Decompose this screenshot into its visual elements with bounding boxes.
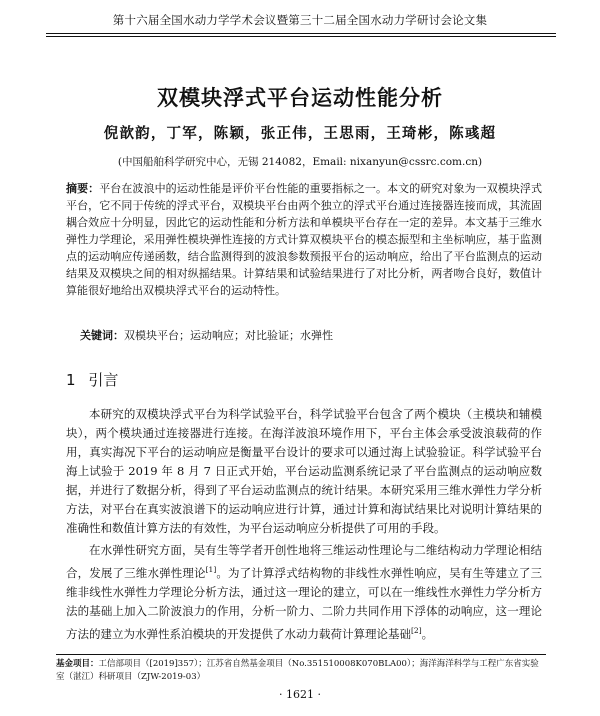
keywords-text: 双模块平台；运动响应；对比验证；水弹性 bbox=[124, 329, 333, 342]
paragraph-2-text-b: 。为了计算浮式结构物的非线性水弹性响应，吴有生等建立了三维非线性水弹性力学理论分析方法，通过这一理论的建立，可以在一维线性水弹性力学分析方法的基础上加入二阶波浪力的作用，分析一阶力、二阶力共同作用下浮体的动响应，这一理论方法的建立为水弹性系泊模块的开发提供了水动力载荷计算理论基础 bbox=[66, 565, 543, 641]
footnote-label: 基金项目： bbox=[56, 659, 99, 669]
author-list: 倪歆韵，丁军，陈颖，张正伟，王思雨，王琦彬，陈彧超 bbox=[103, 125, 497, 142]
keywords-label: 关键词： bbox=[80, 329, 124, 342]
keywords bbox=[80, 327, 542, 343]
section-number: 1 bbox=[66, 371, 76, 389]
header-rule-bottom bbox=[46, 36, 556, 37]
header-rule-top bbox=[46, 33, 556, 34]
abstract-label: 摘要： bbox=[66, 182, 100, 195]
body-paragraph-1: 本研究的双模块浮式平台为科学试验平台，科学试验平台包含了两个模块（主模块和辅模块），两个模块通过连接器进行连接。在海洋波浪环境作用下，平台主体会承受波浪载荷的作用，真实海况下平台的运动响应是衡量平台设计的要求可以通过海上试验验证。科学试验平台海上试验于 2019 年 8 月 7 日正式开始，平台运动监测系统记录了平台监测点的运动响应数据，并进行了数据分析，得到了平台运动监测点的统计结果。本研究采用三维水弹性力学分析方法，对平台在真实波浪谱下的运动响应进行计算，通过计算和海试结果比对说明计算结果的准确性和数值计算方法的有效性，为平台运动响应分析提供了可用的手段。 bbox=[66, 407, 542, 535]
citation-1: [1] bbox=[205, 565, 217, 574]
body-paragraph-2 bbox=[66, 541, 542, 644]
paragraph-2-end: 。 bbox=[421, 626, 434, 641]
paper-title: 双模块浮式平台运动性能分析 bbox=[157, 86, 443, 110]
affiliation: (中国船舶科学研究中心，无锡 214082，Email: nixanyun@cssrc.com.cn) bbox=[117, 156, 483, 168]
section-heading bbox=[66, 369, 118, 390]
page-number: · 1621 · bbox=[279, 688, 321, 701]
footnote-rule bbox=[56, 654, 546, 655]
footnote bbox=[56, 658, 546, 684]
paragraph-2-text: 在水弹性研究方面，吴有生等学者开创性地将三维运动性理论与二维结构动力学理论相结合，发展了三维水弹性理论 bbox=[66, 543, 542, 580]
footnote-text: 工信部项目（[2019]357）；江苏省自然基金项目（No.351510008K070BLA00）；海洋海洋科学与工程广东省实验室（湛江）科研项目（ZJW-2019-03） bbox=[56, 659, 539, 682]
section-title: 引言 bbox=[88, 371, 119, 389]
running-head: 第十六届全国水动力学学术会议暨第三十二届全国水动力学研讨会论文集 bbox=[112, 13, 488, 27]
abstract bbox=[66, 180, 542, 299]
abstract-text: 平台在波浪中的运动性能是评价平台性能的重要指标之一。本文的研究对象为一双模块浮式平台，它不同于传统的浮式平台，双模块平台由两个独立的浮式平台通过连接器连接而成，其流固耦合效应十分明显，因此它的运动性能和分析方法和单模块平台存在一定的差异。本文基于三维水弹性力学理论，采用弹性模块弹性连接的方式计算双模块平台的模态振型和主坐标响应，基于监测点的运动响应传递函数，结合监测得到的波浪参数预报平台的运动响应，给出了平台监测点的运动结果及双模块之间的相对纵摇结果。计算结果和试验结果进行了对比分析，两者吻合良好，数值计算能很好地给出双模块浮式平台的运动特性。 bbox=[66, 182, 543, 297]
citation-2: [2] bbox=[411, 625, 422, 635]
